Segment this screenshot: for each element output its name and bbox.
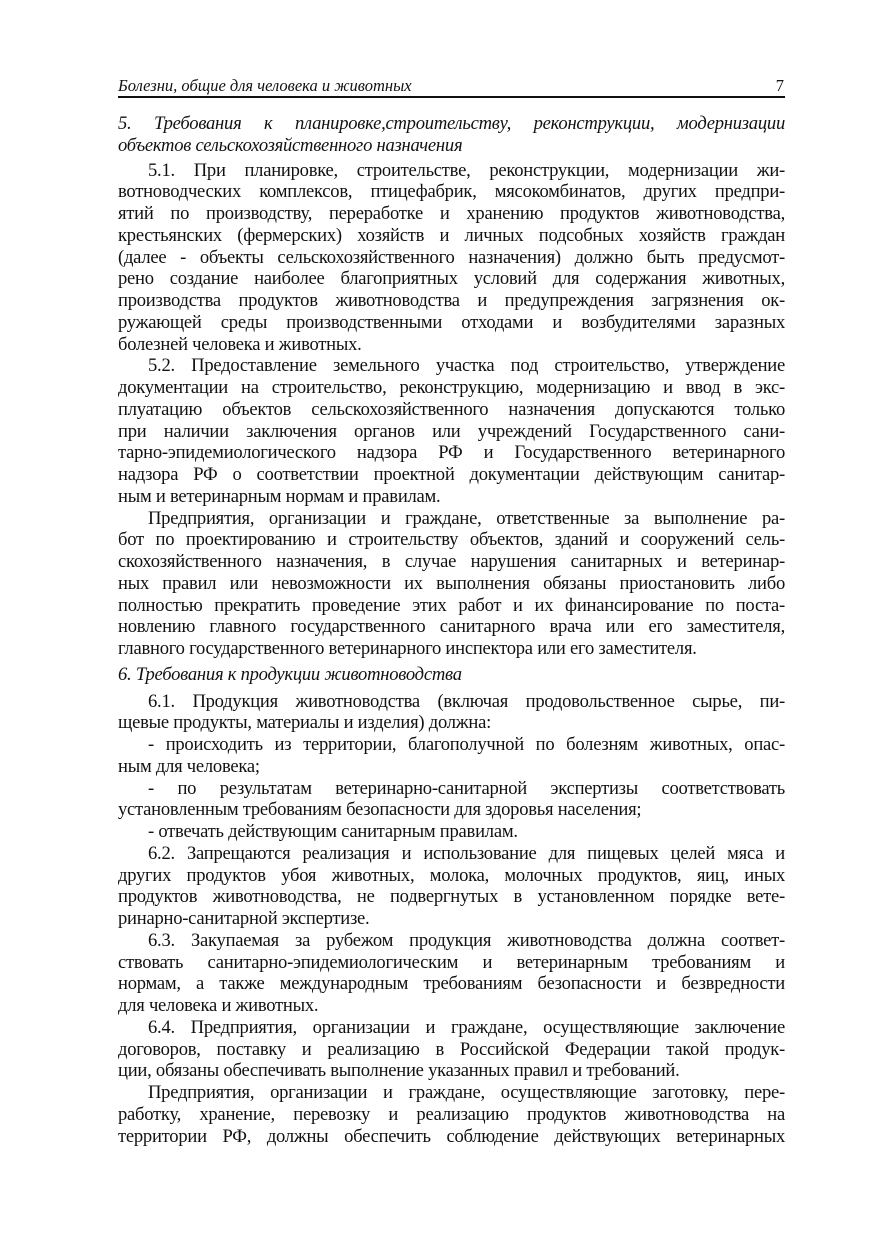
text-line: ствовать санитарно-эпидемиологическим и ветеринарным требованиям и	[118, 951, 785, 973]
heading-line: 6. Требования к продукции животноводства	[118, 663, 462, 685]
text-line: полностью прекратить проведение этих работ и их финансирование по поста-	[118, 594, 785, 616]
text-line: надзора РФ о соответствии проектной документации действующим санитар-	[118, 464, 785, 485]
text-line: 5.1. При планировке, строительстве, реконструкции, модернизации жи-	[148, 159, 785, 181]
paragraph	[118, 355, 785, 507]
text-line: 6.2. Запрещаются реализация и использование для пищевых целей мяса и	[148, 842, 785, 864]
text-line: 5.2. Предоставление земельного участка под строительство, утверждение	[148, 355, 785, 377]
heading-line: 5. Требования к планировке,строительству, реконструкции, модернизации	[118, 113, 785, 134]
section-heading	[118, 113, 785, 157]
paragraph	[118, 778, 785, 822]
text-line: плуатацию объектов сельскохозяйственного назначения допускаются только	[118, 398, 785, 420]
paragraph	[118, 160, 785, 356]
text-line: щевые продукты, материалы и изделия) должна:	[118, 712, 491, 734]
text-line: 6.3. Закупаемая за рубежом продукция животноводства должна соответ-	[148, 929, 785, 951]
text-line: других продуктов убоя животных, молока, молочных продуктов, яиц, иных	[118, 864, 785, 886]
text-line: рено создание наиболее благоприятных условий для содержания животных,	[118, 268, 785, 290]
text-line: ружающей среды производственными отходами и возбудителями заразных	[118, 311, 785, 333]
text-line: при наличии заключения органов или учреждений Государственного сани-	[118, 420, 785, 442]
section-heading	[118, 664, 785, 686]
text-line: договоров, поставку и реализацию в Российской Федерации такой продук-	[118, 1038, 785, 1060]
text-line: - отвечать действующим санитарным правилам.	[148, 821, 518, 842]
text-line: 6.1. Продукция животноводства (включая продовольственное сырье, пи-	[148, 690, 785, 712]
text-line: тарно-эпидемиологического надзора РФ и Государственного ветеринарного	[118, 442, 785, 464]
text-line: ции, обязаны обеспечивать выполнение указанных правил и требований.	[118, 1060, 680, 1082]
text-line: бот по проектированию и строительству объектов, зданий и сооружений сель-	[118, 529, 785, 551]
text-line: 6.4. Предприятия, организации и граждане, осуществляющие заключение	[148, 1016, 785, 1038]
text-line: территории РФ, должны обеспечить соблюдение действующих ветеринарных	[118, 1125, 785, 1147]
text-line: новлению главного государственного санитарного врача или его заместителя,	[118, 616, 785, 638]
paragraph	[118, 734, 785, 778]
paragraph	[118, 843, 785, 930]
text-line: установленным требованиям безопасности для здоровья населения;	[118, 799, 642, 821]
text-line: Предприятия, организации и граждане, осуществляющие заготовку, пере-	[148, 1082, 785, 1103]
paragraph	[118, 508, 785, 660]
text-line: главного государственного ветеринарного инспектора или его заместителя.	[118, 638, 697, 659]
text-line: для человека и животных.	[118, 995, 319, 1016]
text-line: - по результатам ветеринарно-санитарной экспертизы соответствовать	[148, 777, 785, 799]
text-line: Предприятия, организации и граждане, ответственные за выполнение ра-	[148, 507, 785, 529]
text-line: производства продуктов животноводства и предупреждения загрязнения ок-	[118, 290, 785, 311]
text-line: (далее - объекты сельскохозяйственного назначения) должно быть предусмот-	[118, 246, 785, 268]
text-line: крестьянских (фермерских) хозяйств и личных подсобных хозяйств граждан	[118, 224, 785, 246]
text-line: продуктов животноводства, не подвергнутых в установленном порядке вете-	[118, 886, 785, 908]
text-line: скохозяйственного назначения, в случае нарушения санитарных и ветеринар-	[118, 551, 785, 572]
paragraph	[118, 1017, 785, 1082]
paragraph	[118, 691, 785, 735]
paragraph	[118, 821, 785, 843]
text-line: ятий по производству, переработке и хранению продуктов животноводства,	[118, 203, 785, 224]
text-line: ным и ветеринарным нормам и правилам.	[118, 485, 441, 507]
text-line: ных правил или невозможности их выполнения обязаны приостановить либо	[118, 572, 785, 594]
text-line: документации на строительство, реконструкцию, модернизацию и ввод в экс-	[118, 377, 785, 398]
text-line: - происходить из территории, благополучной по болезням животных, опас-	[148, 734, 785, 755]
page-body	[118, 113, 785, 1147]
text-line: ринарно-санитарной экспертизе.	[118, 908, 370, 929]
paragraph	[118, 930, 785, 1017]
text-line: работку, хранение, перевозку и реализацию продуктов животноводства на	[118, 1103, 785, 1125]
text-line: болезней человека и животных.	[118, 333, 362, 355]
running-title: Болезни, общие для человека и животных	[118, 76, 412, 95]
paragraph	[118, 1082, 785, 1147]
running-header	[118, 76, 785, 98]
page-number: 7	[775, 76, 784, 95]
text-line: ным для человека;	[118, 755, 260, 777]
text-line: нормам, а также международным требованиям безопасности и безвредности	[118, 973, 785, 995]
heading-line: объектов сельскохозяйственного назначения	[118, 134, 463, 156]
text-line: вотноводческих комплексов, птицефабрик, мясокомбинатов, других предпри-	[118, 181, 785, 203]
